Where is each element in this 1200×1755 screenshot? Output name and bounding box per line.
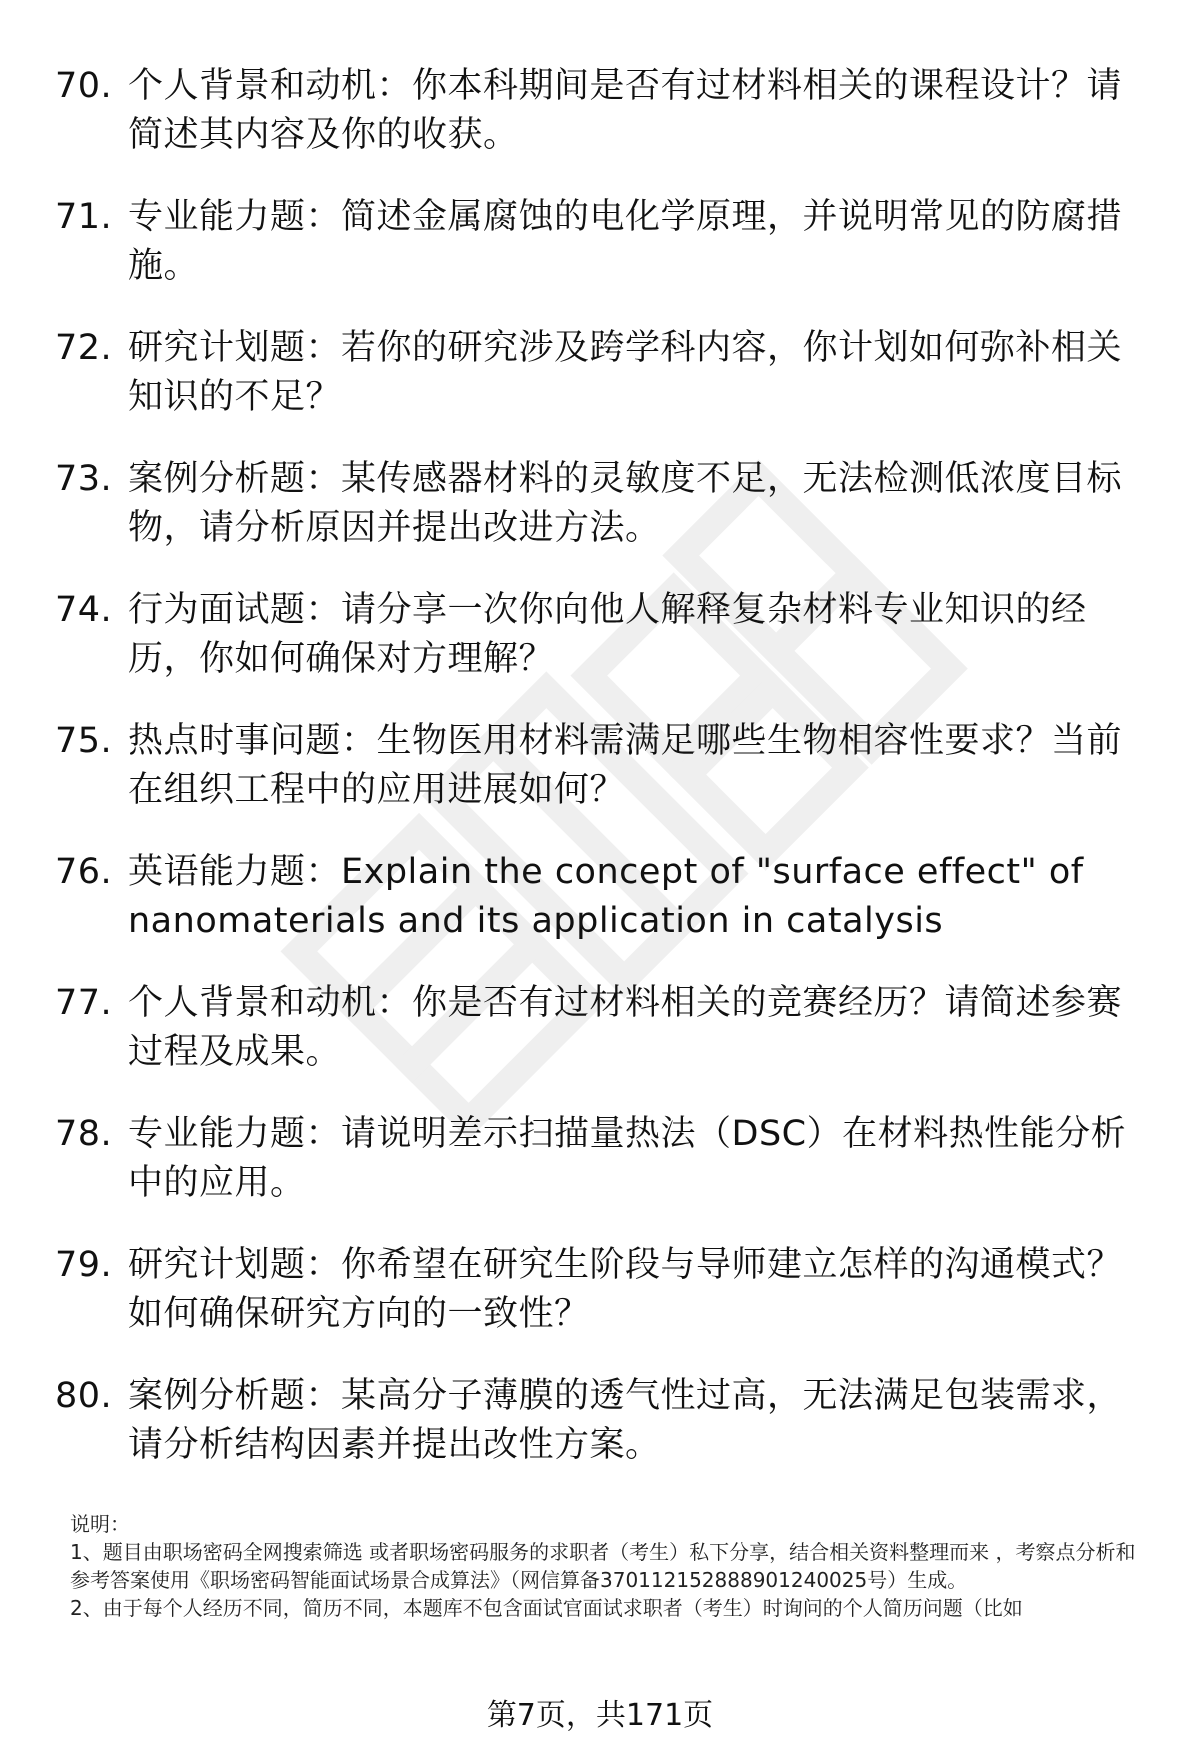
- question-number: 75.: [55, 721, 113, 761]
- question-number: 76.: [55, 852, 113, 892]
- question-item: [55, 1241, 1145, 1339]
- notes-item-1: 1、题目由职场密码全网搜索筛选 或者职场密码服务的求职者（考生）私下分享，结合相关资料整理而来 ，考察点分析和参考答案使用《职场密码智能面试场景合成算法》（网信算备370112152888901240025号）生成。: [70, 1540, 1136, 1592]
- question-number: 70.: [55, 66, 113, 106]
- question-text: 英语能力题：Explain the concept of "surface effect" of nanomaterials and its application in catalysis: [128, 852, 1084, 941]
- question-item: [55, 1110, 1145, 1208]
- question-text: 研究计划题：你希望在研究生阶段与导师建立怎样的沟通模式？如何确保研究方向的一致性？: [128, 1245, 1123, 1334]
- question-text: 案例分析题：某高分子薄膜的透气性过高，无法满足包装需求，请分析结构因素并提出改性方案。: [128, 1376, 1123, 1465]
- question-text: 行为面试题：请分享一次你向他人解释复杂材料专业知识的经历，你如何确保对方理解？: [128, 590, 1087, 679]
- question-number: 80.: [55, 1376, 113, 1416]
- question-item: [55, 193, 1145, 291]
- question-item: [55, 62, 1145, 160]
- question-text: 热点时事问题：生物医用材料需满足哪些生物相容性要求？当前在组织工程中的应用进展如何？: [128, 721, 1123, 810]
- question-number: 74.: [55, 590, 113, 630]
- page-footer: 第7页，共171页: [486, 1698, 714, 1733]
- question-item: [55, 979, 1145, 1077]
- question-item: [55, 717, 1145, 815]
- question-item: [55, 324, 1145, 422]
- question-text: 研究计划题：若你的研究涉及跨学科内容，你计划如何弥补相关知识的不足？: [128, 328, 1123, 417]
- question-item: [55, 1372, 1145, 1470]
- question-item: [55, 848, 1145, 946]
- question-item: [55, 455, 1145, 553]
- notes-item-2: 2、由于每个人经历不同，简历不同，本题库不包含面试官面试求职者（考生）时询问的个人简历问题（比如: [70, 1596, 1023, 1620]
- question-text: 专业能力题：请说明差示扫描量热法（DSC）在材料热性能分析中的应用。: [128, 1114, 1127, 1203]
- question-number: 79.: [55, 1245, 113, 1285]
- question-item: [55, 586, 1145, 684]
- question-text: 个人背景和动机：你本科期间是否有过材料相关的课程设计？请简述其内容及你的收获。: [128, 66, 1123, 155]
- question-number: 78.: [55, 1114, 113, 1154]
- question-text: 专业能力题：简述金属腐蚀的电化学原理，并说明常见的防腐措施。: [128, 197, 1123, 286]
- notes-heading: 说明：: [70, 1512, 130, 1536]
- question-number: 72.: [55, 328, 113, 368]
- notes-section: [70, 1510, 1150, 1622]
- question-text: 个人背景和动机：你是否有过材料相关的竞赛经历？请简述参赛过程及成果。: [128, 983, 1123, 1072]
- question-text: 案例分析题：某传感器材料的灵敏度不足，无法检测低浓度目标物，请分析原因并提出改进方法。: [128, 459, 1123, 548]
- question-list: [55, 62, 1145, 1503]
- question-number: 73.: [55, 459, 113, 499]
- question-number: 77.: [55, 983, 113, 1023]
- question-number: 71.: [55, 197, 113, 237]
